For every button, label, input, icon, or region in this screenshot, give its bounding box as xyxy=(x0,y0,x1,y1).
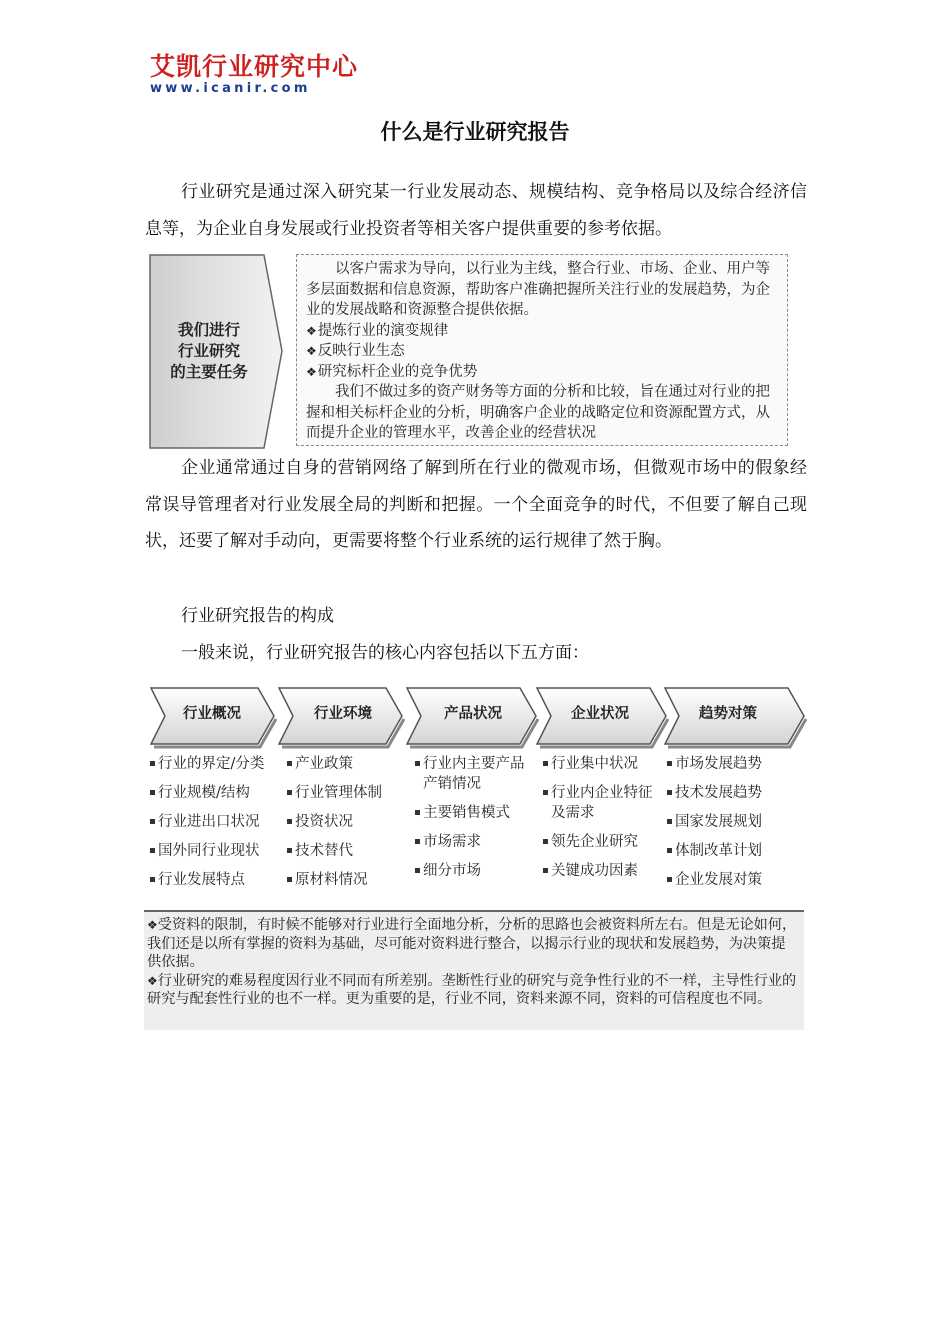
list-item: 市场需求 xyxy=(415,832,533,852)
list-item: 关键成功因素 xyxy=(543,861,661,881)
list-item: 行业的界定/分类 xyxy=(150,754,285,774)
list-item: 行业发展特点 xyxy=(150,870,285,890)
notes-box xyxy=(144,910,804,1030)
aspect-header: 行业概况 xyxy=(183,706,241,722)
task-description-box xyxy=(296,254,788,446)
aspect-header: 企业状况 xyxy=(571,706,629,722)
note-item: ❖ 行业研究的难易程度因行业不同而有所差别。垄断性行业的研究与竞争性行业的不一样，主导性行业的研究与配套性行业的也不一样。更为重要的是，行业不同，资料来源不同，资料的可信程度也不同。 xyxy=(147,972,798,1009)
list-item: 行业集中状况 xyxy=(543,754,661,774)
task-bullet: ❖ 提炼行业的演变规律 xyxy=(306,321,779,342)
list-item: 行业管理体制 xyxy=(287,783,405,803)
task-bullet: ❖ 反映行业生态 xyxy=(306,341,779,362)
list-item: 技术替代 xyxy=(287,841,405,861)
list-item: 国外同行业现状 xyxy=(150,841,285,861)
paragraph-market: 企业通常通过自身的营销网络了解到所在行业的微观市场，但微观市场中的假象经常误导管理者对行业发展全局的判断和把握。一个全面竞争的时代，不但要了解自己现状，还要了解对手动向，更需要将整个行业系统的运行规律了然于胸。 xyxy=(145,458,807,551)
list-item: 主要销售模式 xyxy=(415,803,533,823)
list-item: 原材料情况 xyxy=(287,870,405,890)
aspect-column xyxy=(150,754,285,899)
list-item: 产业政策 xyxy=(287,754,405,774)
list-item: 行业进出口状况 xyxy=(150,812,285,832)
list-item: 企业发展对策 xyxy=(667,870,792,890)
task-label-line: 行业研究 xyxy=(177,342,240,360)
note-item: ❖ 受资料的限制，有时候不能够对行业进行全面地分析，分析的思路也会被资料所左右。但是无论如何，我们还是以所有掌握的资料为基础，尽可能对资料进行整合，以揭示行业的现状和发展趋势，为决策提供依据。 xyxy=(147,916,798,972)
task-bullet: ❖ 研究标杆企业的竞争优势 xyxy=(306,362,779,383)
list-item: 领先企业研究 xyxy=(543,832,661,852)
aspect-column xyxy=(287,754,405,899)
list-item: 体制改革计划 xyxy=(667,841,792,861)
paragraph-composition: 行业研究报告的构成 xyxy=(181,606,334,626)
list-item: 国家发展规划 xyxy=(667,812,792,832)
task-closing: 我们不做过多的资产财务等方面的分析和比较，旨在通过对行业的把握和相关标杆企业的分析，明确客户企业的战略定位和资源配置方式，从而提升企业的管理水平，改善企业的经营状况 xyxy=(306,384,770,441)
aspect-header: 产品状况 xyxy=(444,706,502,722)
task-label-line: 我们进行 xyxy=(177,321,240,339)
list-item: 行业内企业特征及需求 xyxy=(543,783,661,823)
list-item: 技术发展趋势 xyxy=(667,783,792,803)
aspect-column xyxy=(415,754,533,890)
list-item: 投资状况 xyxy=(287,812,405,832)
logo xyxy=(150,52,359,96)
task-label-line: 的主要任务 xyxy=(170,363,248,381)
list-item: 细分市场 xyxy=(415,861,533,881)
aspect-column xyxy=(543,754,661,890)
list-item: 行业规模/结构 xyxy=(150,783,285,803)
list-item: 市场发展趋势 xyxy=(667,754,792,774)
page-title: 什么是行业研究报告 xyxy=(380,120,570,144)
paragraph-intro: 行业研究是通过深入研究某一行业发展动态、规模结构、竞争格局以及综合经济信息等，为企业自身发展或行业投资者等相关客户提供重要的参考依据。 xyxy=(145,182,807,239)
aspect-header: 趋势对策 xyxy=(699,706,757,722)
task-label xyxy=(148,320,270,383)
list-item: 行业内主要产品产销情况 xyxy=(415,754,533,794)
paragraph-five-aspects: 一般来说，行业研究报告的核心内容包括以下五方面： xyxy=(181,643,589,663)
logo-name: 艾凯行业研究中心 xyxy=(150,52,359,81)
logo-url: www.icanir.com xyxy=(150,81,311,96)
aspect-column xyxy=(667,754,792,899)
aspect-header: 行业环境 xyxy=(314,706,372,722)
task-intro: 以客户需求为导向，以行业为主线，整合行业、市场、企业、用户等多层面数据和信息资源，帮助客户准确把握所关注行业的发展趋势，为企业的发展战略和资源整合提供依据。 xyxy=(306,261,770,318)
